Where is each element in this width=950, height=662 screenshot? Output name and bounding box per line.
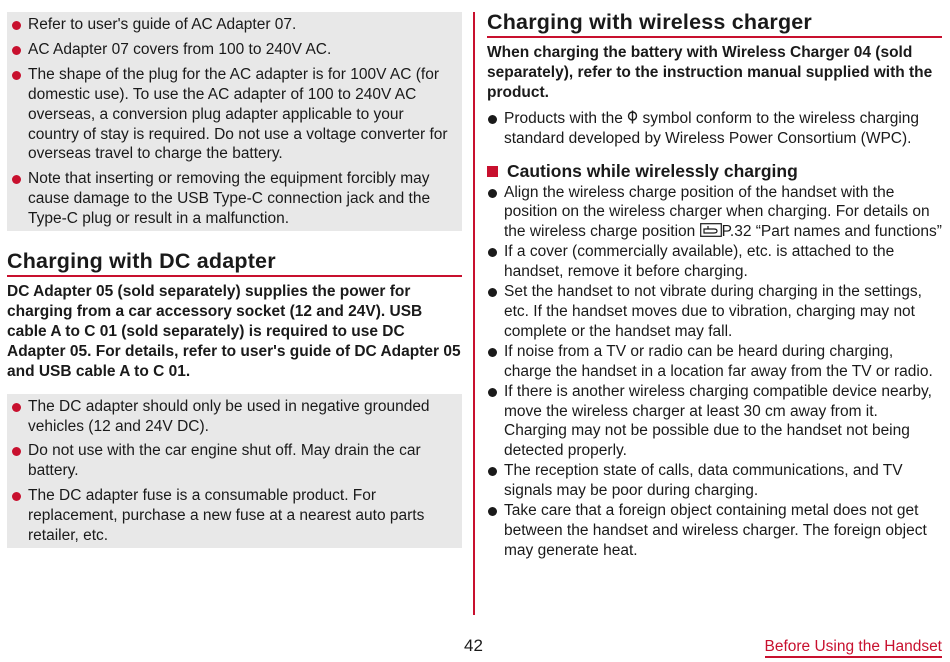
item-text: If noise from a TV or radio can be heard during charging, charge the handset in a location far away from the TV or radio. bbox=[504, 342, 933, 380]
list-item bbox=[11, 15, 456, 35]
item-text: If a cover (commercially available), etc. is attached to the handset, remove it before charging. bbox=[504, 243, 895, 281]
dc-adapter-heading: Charging with DC adapter bbox=[7, 249, 462, 277]
bullet-icon bbox=[12, 492, 21, 501]
list-item bbox=[487, 109, 942, 149]
bullet-icon bbox=[488, 388, 497, 397]
item-text: Do not use with the car engine shut off. May drain the car battery. bbox=[28, 442, 421, 480]
list-item bbox=[487, 342, 942, 382]
list-item bbox=[11, 169, 456, 229]
bullet-icon bbox=[12, 175, 21, 184]
cautions-heading bbox=[487, 161, 942, 182]
item-text: The shape of the plug for the AC adapter is for 100V AC (for domestic use). To use the AC adapter of 100 to 240V AC overseas, a conversion plug adapter applicable to your country of stay is required. Do not use a voltage converter for overseas travel to charge the battery. bbox=[28, 65, 448, 163]
list-item bbox=[487, 501, 942, 561]
bullet-icon bbox=[488, 248, 497, 257]
bullet-icon bbox=[488, 348, 497, 357]
item-text: Refer to user's guide of AC Adapter 07. bbox=[28, 16, 297, 33]
right-column bbox=[487, 10, 942, 561]
list-item bbox=[487, 461, 942, 501]
item-text: Note that inserting or removing the equipment forcibly may cause damage to the USB Type-C connection jack and the Type-C plug or result in a malfunction. bbox=[28, 170, 431, 228]
list-item bbox=[11, 65, 456, 165]
bullet-icon bbox=[488, 507, 497, 516]
item-text: Set the handset to not vibrate during charging in the settings, etc. If the handset moves due to vibration, charging may not complete or the handset may fall. bbox=[504, 283, 922, 340]
qi-symbol-icon bbox=[627, 110, 638, 124]
square-bullet-icon bbox=[487, 166, 498, 177]
column-divider bbox=[473, 12, 475, 615]
section-link[interactable]: Before Using the Handset bbox=[765, 638, 943, 658]
bullet-icon bbox=[488, 288, 497, 297]
bullet-icon bbox=[12, 403, 21, 412]
dc-adapter-notes bbox=[7, 394, 462, 548]
wireless-lead: When charging the battery with Wireless Charger 04 (sold separately), refer to the instruction manual supplied with the product. bbox=[487, 44, 933, 101]
list-item bbox=[487, 382, 942, 462]
item-text: If there is another wireless charging compatible device nearby, move the wireless charger at least 30 cm away from it. Charging may not be possible due to the handset not being detected properly. bbox=[504, 382, 932, 460]
wireless-heading: Charging with wireless charger bbox=[487, 10, 942, 38]
bullet-icon bbox=[12, 46, 21, 55]
bullet-icon bbox=[12, 447, 21, 456]
page-number: 42 bbox=[464, 636, 483, 655]
bullet-icon bbox=[12, 21, 21, 30]
bullet-icon bbox=[488, 189, 497, 198]
list-item bbox=[11, 397, 456, 437]
cautions-title: Cautions while wirelessly charging bbox=[507, 160, 798, 181]
pointing-hand-icon bbox=[700, 223, 722, 237]
item-text-post: symbol conform to the wireless charging standard developed by Wireless Power Consortium (WPC). bbox=[504, 109, 920, 147]
bullet-icon bbox=[488, 115, 497, 124]
item-text: Align the wireless charge position of the handset with the position on the wireless charger when charging. For details on the wireless charge position bbox=[504, 183, 930, 241]
item-text: The DC adapter fuse is a consumable product. For replacement, purchase a new fuse at a nearest auto parts retailer, etc. bbox=[28, 487, 425, 545]
item-text-pre: Products with the bbox=[504, 109, 628, 127]
list-item bbox=[487, 183, 942, 243]
ac-adapter-notes bbox=[7, 12, 462, 231]
list-item bbox=[11, 40, 456, 60]
item-text: The DC adapter should only be used in negative grounded vehicles (12 and 24V DC). bbox=[28, 397, 430, 435]
dc-adapter-lead: DC Adapter 05 (sold separately) supplies the power for charging from a car accessory socket (12 and 24V). USB cable A to C 01 (sold separately) is required to use DC Adapter 05. For details, refer to user's guide of DC Adapter 05 and USB cable A to C 01. bbox=[7, 283, 461, 380]
left-column bbox=[7, 12, 462, 548]
item-text: The reception state of calls, data communications, and TV signals may be poor during charging. bbox=[504, 462, 903, 500]
item-text: Take care that a foreign object containing metal does not get between the handset and wireless charger. The foreign object may generate heat. bbox=[504, 502, 927, 559]
list-item bbox=[487, 242, 942, 282]
page-reference: P.32 “Part names and functions” bbox=[721, 223, 942, 241]
bullet-icon bbox=[12, 71, 21, 80]
list-item bbox=[11, 441, 456, 481]
bullet-icon bbox=[488, 467, 497, 476]
item-text: AC Adapter 07 covers from 100 to 240V AC. bbox=[28, 40, 332, 58]
list-item bbox=[487, 282, 942, 342]
list-item bbox=[11, 486, 456, 546]
